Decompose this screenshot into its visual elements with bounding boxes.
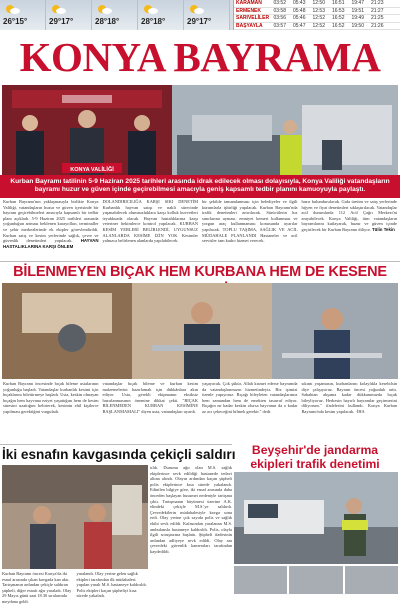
- main-caption: Kurban Bayramı tatilinin 5-9 Haziran 2025 tarihleri arasında idrak edilecek olması dolayısıyla, Konya Valiliği vatandaşların bayramı huzur ve güven içinde geçirebilmesi amacıyla geniş kapsamlı tedbir planını kamuoyuyla paylaştı.: [0, 175, 400, 198]
- prayer-time: 03:57: [273, 22, 286, 29]
- sun-icon: [142, 3, 158, 15]
- prayer-time: 03:58: [273, 7, 286, 14]
- weather-day-2: [46, 0, 92, 30]
- main-photo-image: [2, 85, 398, 175]
- thumbnail-image: [289, 566, 342, 594]
- third-story-body: [2, 571, 148, 604]
- story-subhead: HAYVAN HASTALIKLARINA KARŞI ÖNLEM: [3, 238, 99, 249]
- weather-day-5: [184, 0, 230, 30]
- prayer-city: BAŞYAYLA: [236, 22, 263, 29]
- prayer-time: 16:53: [331, 7, 345, 14]
- prayer-time: 19:49: [351, 15, 364, 21]
- story-text: Kurban Bayramı'nın yaklaşmasıyla birlikte Konya Valiliği, vatandaşların huzur ve güven içerisinde bir bayram geçirebilmeleri amacıyla kapsamlı bir tedbir planı açıkladı. 5-9 Haziran 2025 tarihleri arasında yoğunluğun artması beklenen karayolları, terminaller ve şehir merkezlerinde ek ekipler görevlendirildi. Kurban satış ve kesim yerlerinde sağlık, çevre ve güvenlik denetimleri yapılacak.: [3, 199, 99, 244]
- story-text: Kurban Bayramı öncesinde bıçak bileme ustalarının yoğunluğu başladı. Vatandaşlar kurbanlık kesimi için bıçaklarını bilettirmeye başladı. Usta, keskin olmayan bıçağın hem hayvana eziyet yaşattığını hem de kesim süresini uzattığını belirterek, kesimin ehil kişilerce yapılması gerektiğini vurguladı.: [3, 381, 99, 414]
- prayer-time: 03:56: [273, 15, 286, 21]
- weather-day-3: [92, 0, 138, 30]
- weather-temps: 29°17°: [187, 17, 212, 26]
- prayer-time: 12:53: [312, 7, 325, 14]
- story-column: [202, 381, 298, 443]
- sun-icon: [96, 3, 112, 15]
- main-headline: KONYA BAYRAMA: [19, 34, 381, 80]
- prayer-time: 05:48: [292, 7, 306, 14]
- divider: [0, 444, 232, 445]
- story-text: DOLANDIRICILIĞA KARŞI SIKI DENETİM Kurbanlık hayvan satışı ve nakli sürecinde yaşanabilecek olumsuzluklara karşı kolluk kuvvetleri teyakkuzda olacak. Hayvan hastalıklarına karşı veteriner hekimlerce kontrol yapılacak. KURBAN KESİM YERLERİ BELİRLENDİ, UYGUNSUZ ALANLARDA KESİME İZİN YOK Kesimler yalnızca belirlenen alanlarda yapılabilecek.: [102, 199, 198, 244]
- weather-temps: 28°18°: [95, 17, 120, 26]
- second-story: [3, 381, 397, 443]
- weather-temps: 28°18°: [141, 17, 166, 26]
- weather-temps: 26°15°: [3, 17, 28, 26]
- prayer-time: 21:25: [370, 15, 384, 21]
- story-text: bir şekilde tamamlanması için belediyeler ve ilgili kurumlarla işbirliği yapılacak. Kurban Bayramı'nda trafik denetimleri artırılacak. Sürücülerin hız sınırlarına uyması, emniyet kemeri kullanması ve yorgun araç kullanmaması konusunda uyarılar yapılacak. TOPLU TAŞIMA, SAĞLIK VE ACİL MÜDAHALE PLANLANDI Hastaneler ve acil servisler tam kadro hizmet verecek.: [202, 199, 298, 244]
- gendarmerie-thumbnails: [234, 566, 398, 594]
- story-text: yaşayacak. Çok şükür, Allah kısmet ederse bayramda da vatandaşlarımızın hizmetindeyiz. Biz işimizi özenle yapıyoruz. Bıçağı bileyleten vatandaşlarımız hem zamandan hem de emekten tasarruf ediyor. Bıçağın ne kadar keskin olursa hayvanın da o kadar az acı çekeceğini bilmek gerekir." dedi.: [202, 381, 298, 414]
- valilik-sign-text: KONYA VALİLİĞİ: [70, 167, 114, 173]
- fight-photo: [2, 465, 148, 569]
- prayer-time: 19:50: [351, 22, 364, 29]
- prayer-time: 19:51: [351, 7, 364, 14]
- story-column: [302, 381, 398, 443]
- weather-day-4: [138, 0, 184, 30]
- fight-photo-image: [2, 465, 148, 569]
- sun-icon: [188, 3, 204, 15]
- prayer-time: 05:46: [292, 15, 306, 21]
- prayer-time: 16:52: [331, 22, 345, 29]
- story-column: [103, 381, 199, 443]
- prayer-time: 12:52: [312, 22, 325, 29]
- story-text: hazır bulundurulacak. Gıda üretim ve satış yerlerinde hijyen ve fiyat denetimleri sıklaştırılacak. Vatandaşlar acil durumlarda 112 Acil Çağrı Merkezi'ni arayabilecek. Konya Valiliği, tüm vatandaşların bayramlarını kutlayarak, huzur ve güven içinde geçirilecek bir Kurban Bayramı diliyor.: [301, 199, 397, 232]
- story-column: [3, 199, 99, 261]
- story-text: Kurban Bayramı öncesi Konya'da iki esnaf arasında çıkan kavgada kan aktı. Tartışmanın ardından çekiçle saldıran şüpheli, diğer esnafı ağır yaraladı. Olay 29 Mayıs günü saat 18.30 sıralarında meydana geldi.: [2, 571, 72, 604]
- gendarmerie-photo: [234, 472, 398, 564]
- third-story-column: tılık. Durumu ağır olan M.S. sağlık ekiplerince sevk edildiği hastanede tedavi altına alındı. Olayın ardından kaçan şüpheli polis ekiplerince kısa sürede yakalandı. Edinilen bilgiye göre, iki esnaf arasında daha önceden başlayan husumet nedeniyle tartışma çıktı. Tartışmanın büyümesi üzerine A.K. elindeki çekiçle M.S.'ye saldırdı. Çevredekilerin müdahalesiyle kavga sona erdi. Olay yerine çok sayıda polis ve sağlık ekibi sevk edildi. Kafasından yaralanan M.S. ambulansla hastaneye kaldırıldı. Polis, olayla ilgili soruşturma başlattı. Şüpheli ifadesinin ardından adliyeye sevk edildi. Olay anı çevredeki güvenlik kameraları tarafından kaydedildi.: [150, 465, 232, 554]
- thumbnail-image: [234, 566, 287, 594]
- gendarmerie-photo-image: [234, 472, 398, 564]
- third-headline: İki esnafın kavgasında çekiçli saldırı: [2, 447, 236, 462]
- sun-icon: [50, 3, 66, 15]
- story-column: [302, 199, 398, 261]
- divider: [0, 261, 400, 262]
- story-text: vatandaşlar bıçak bileme ve kurban kesim malzemelerini hazırlamak için dükkânlara akın ediyor. Usta, gerekli ekipmanın eksiksiz hazırlanmasının önemine dikkat çekti. "BIÇAK BİLENMEDEN KURBAN KESİMİNE BAŞLANMAMALI" diyen usta, vatandaşları uyardı.: [102, 381, 198, 414]
- knife-photo-image: [2, 283, 398, 379]
- prayer-time: 16:52: [331, 15, 345, 21]
- prayer-row: [234, 15, 400, 23]
- story-column: [3, 381, 99, 443]
- thumbnail-image: [345, 566, 398, 594]
- prayer-city: ERMENEK: [236, 7, 262, 14]
- prayer-time: 05:47: [292, 22, 306, 29]
- weather-strip: [0, 0, 400, 30]
- prayer-time: 12:50: [312, 0, 325, 6]
- prayer-row: [234, 0, 400, 8]
- weather-temps: 29°17°: [49, 17, 74, 26]
- prayer-time: 16:51: [331, 0, 345, 6]
- main-story: [3, 199, 397, 261]
- prayer-row: [234, 23, 400, 31]
- story-text: sıkıntı yaşamasın, kurbanlarını kolaylıkla kesebilsin diye çalışıyoruz. Bayram öncesi yoğunluk arttı. Sabahtan akşama kadar dükkanımızda bıçak bileyliyoruz. Herkesin hayırlı bayramlar geçirmesini diliyorum." ifadelerini kullandı. Konya Kurban Bayramı'nda kesim yapılacak. ·İHA: [301, 381, 397, 414]
- second-headline: BİLENMEYEN BIÇAK HEM KURBANA HEM DE KESENE: [13, 264, 387, 280]
- prayer-time: 03:52: [273, 0, 286, 6]
- main-photo: [2, 85, 398, 175]
- fourth-headline: Beyşehir'de jandarma ekipleri trafik denetimi: [250, 443, 380, 471]
- prayer-times-table: [233, 0, 400, 30]
- sun-icon: [4, 3, 20, 15]
- prayer-city: SARIVELİLER: [236, 15, 270, 21]
- prayer-time: 12:52: [312, 15, 325, 21]
- prayer-time: 21:23: [370, 0, 384, 6]
- story-author: Tülin Tekin: [371, 226, 395, 232]
- prayer-time: 05:43: [292, 0, 306, 6]
- prayer-row: [234, 8, 400, 16]
- story-text: yaralandı. Olay yerine gelen sağlık ekipleri tarafından ilk müdahalesi yapılan yaralı M.S. hastaneye kaldırıldı. Polis ekipleri kaçan şüpheliyi kısa sürede yakaladı.: [76, 571, 147, 599]
- story-column: [103, 199, 199, 261]
- prayer-time: 21:26: [370, 22, 384, 29]
- weather-day-1: [0, 0, 46, 30]
- prayer-time: 19:47: [351, 0, 364, 6]
- story-column: [202, 199, 298, 261]
- prayer-time: 21:27: [370, 7, 384, 14]
- prayer-city: KARAMAN: [236, 0, 262, 6]
- knife-sharpening-photo: [2, 283, 398, 379]
